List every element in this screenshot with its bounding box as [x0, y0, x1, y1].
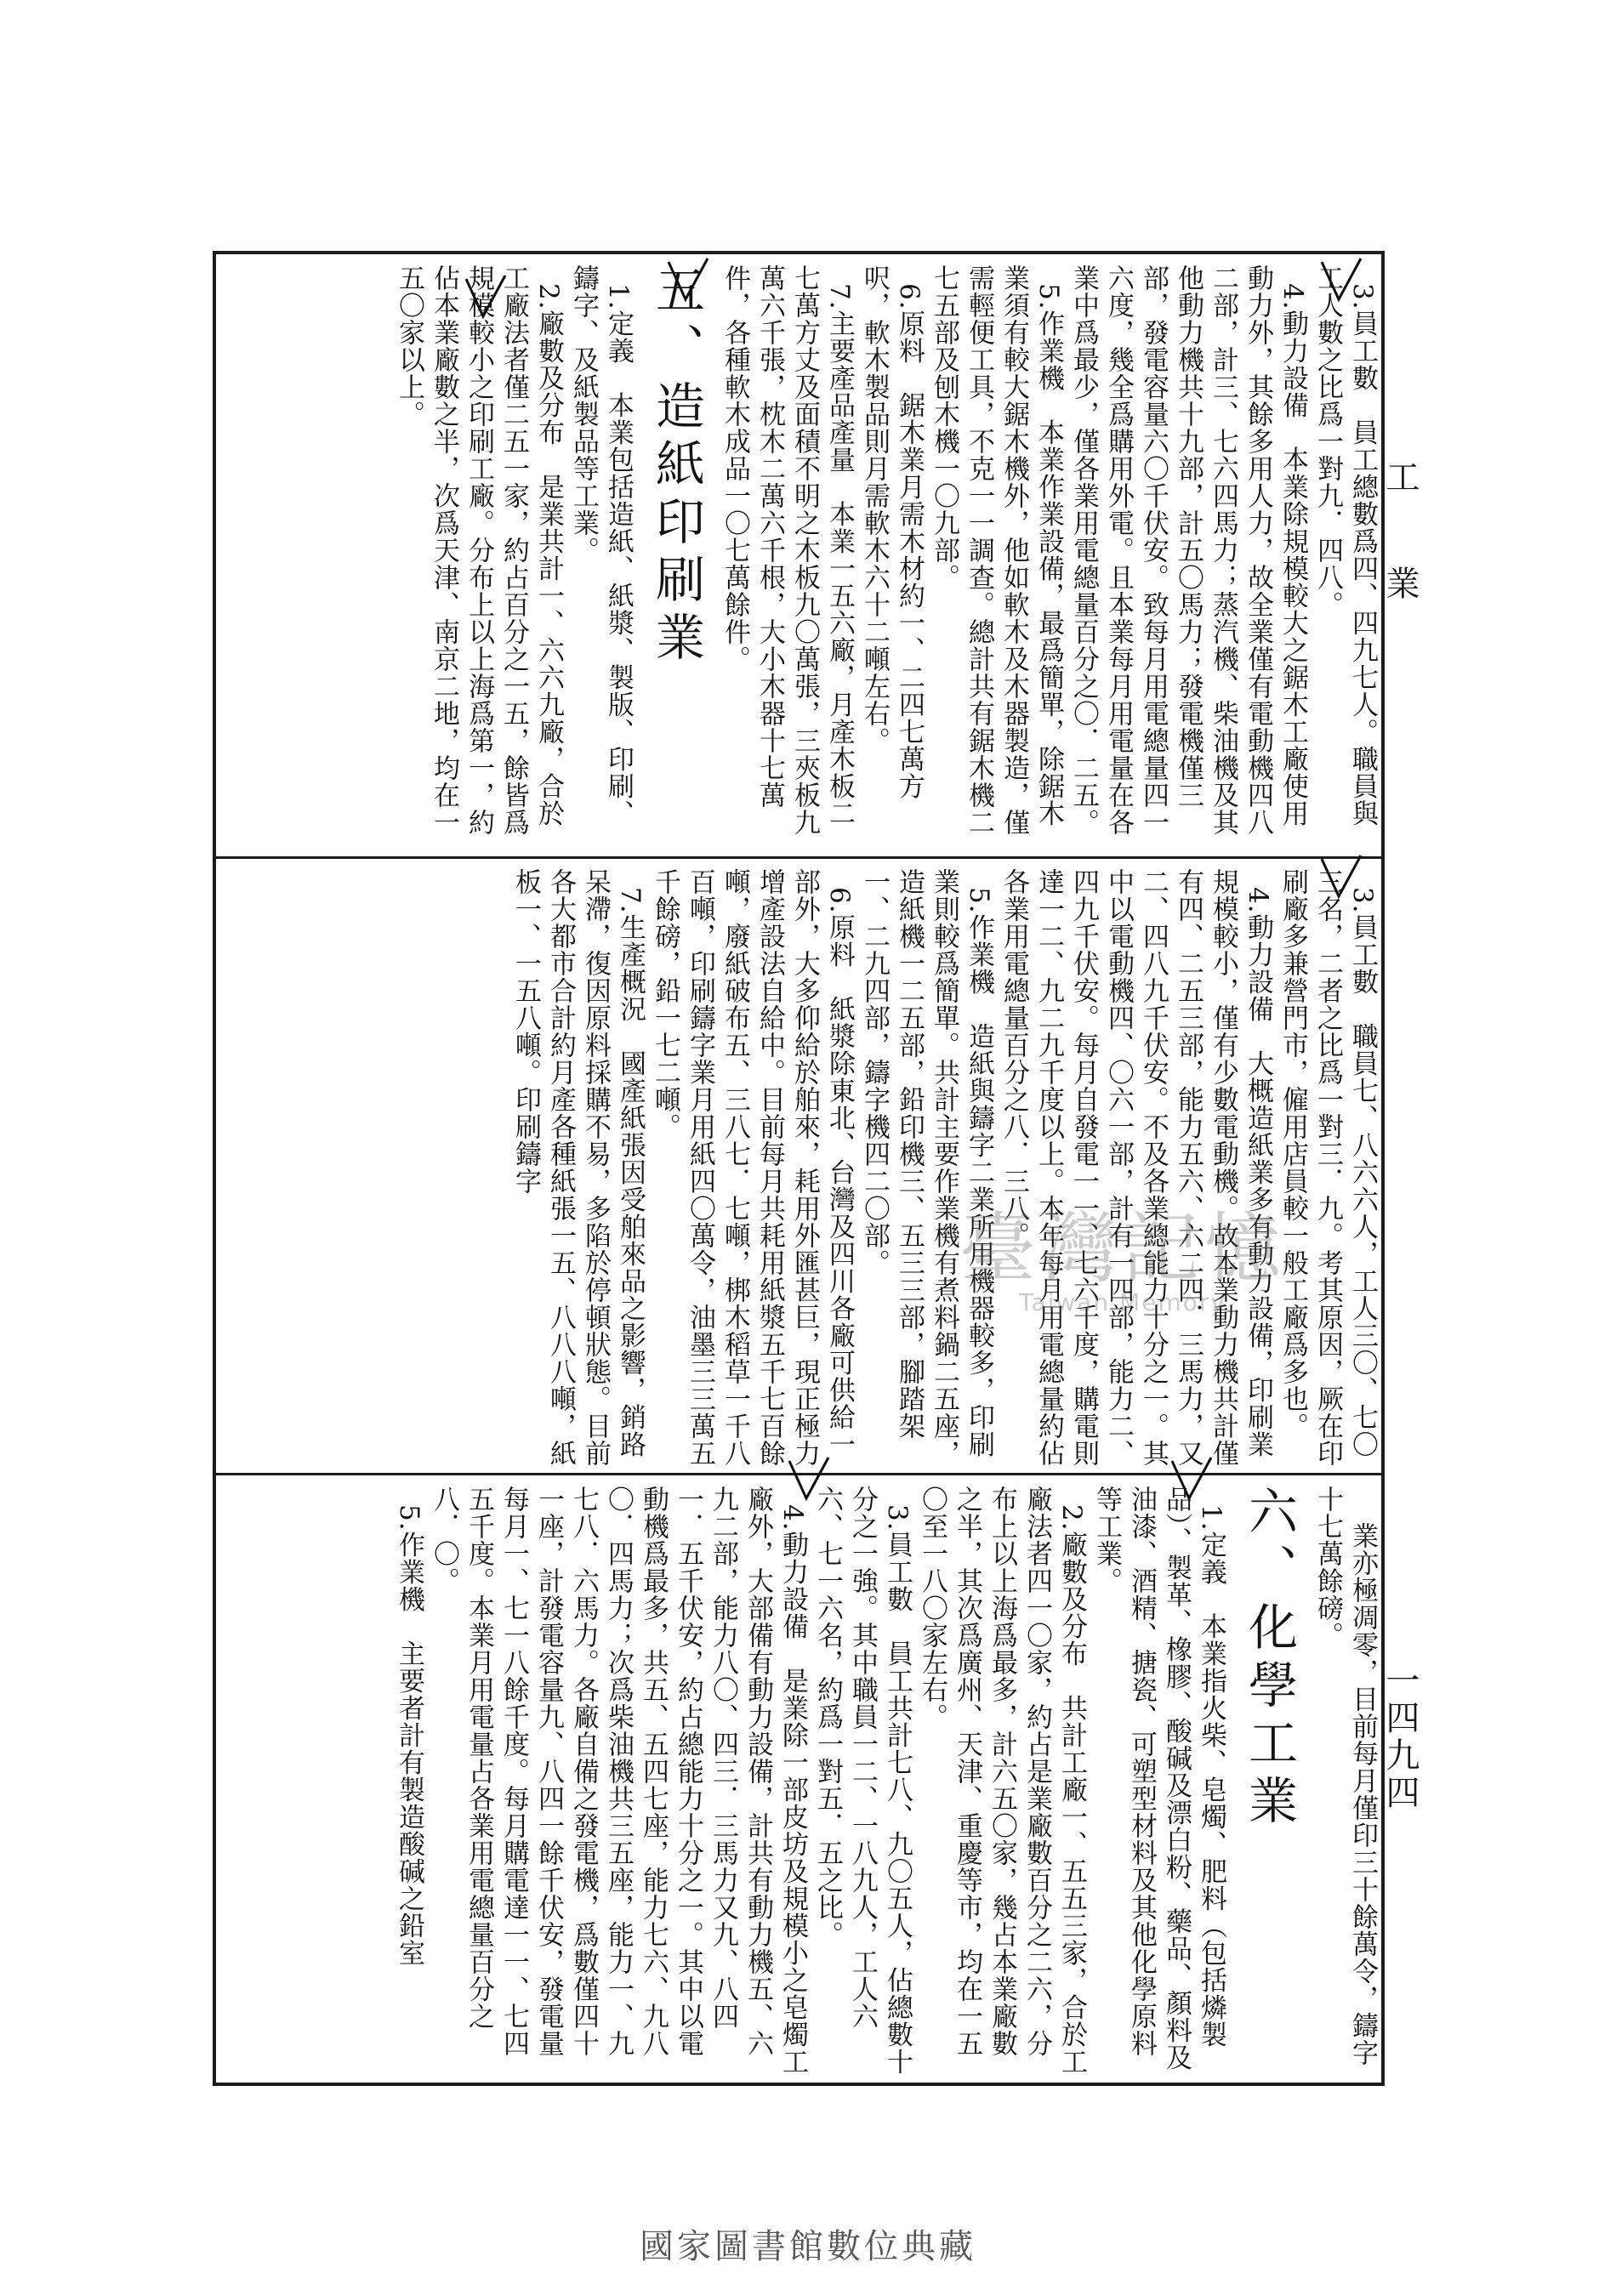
paragraph: 1.定義 本業指火柴、皂燭、肥料（包括燐製品）、製革、橡膠、酸碱及漂白粉、藥品、顏料及油漆、酒精、搪瓷、可塑型材料及其他化學原料等工業。	[1091, 1486, 1226, 2072]
paragraph: 4.動力設備 是業除一部皮坊及規模小之皂燭工廠外，大部備有動力設備，計共有動力機五、六九二部，能力八〇、四三．三馬力又九、八四一．五千伏安，約占總能力十分之一。其中以電動機爲最多，共五、五四七座，能力七六、九八〇．四馬力；次爲柴油機共三五座，能力一、九七八．六馬力。各廠自備之發電機，爲數僅四十一座，計發電容量九、八四一餘千伏安，發電量每月一、七一八餘千度。每月購電達一一、七四五千度。本業月用電量占各業用電總量百分之八．〇。	[429, 1486, 808, 2076]
paragraph: 6.原料 鋸木業月需木材約一、二四七萬方呎，軟木製品則月需軟木六十二噸左右。	[859, 264, 925, 800]
check-mark-icon	[782, 1454, 834, 1505]
check-mark-icon	[1315, 255, 1366, 306]
bottom-text-band	[221, 1486, 1380, 2081]
section-heading: 五、造紙印刷業	[647, 264, 705, 669]
check-mark-icon	[662, 255, 713, 306]
paragraph: 2.廠數及分布 是業共計一、六六九廠，合於工廠法者僅二五一家，約占百分之一五，餘皆爲規模較小之印刷工廠。分布上以上海爲第一，約佔本業廠數之半，次爲天津、南京二地，均在一五〇家以上。	[394, 264, 564, 836]
paragraph: 6.原料 紙漿除東北、台灣及四川各廠可供給一部外，大多仰給於舶來，耗用外匯甚巨，現正極力增產設法自給中。目前每月共耗用紙漿五千七百餘噸，廢紙破布五、三八七．七噸，梆木稻草一千八百噸，印刷鑄字業月用紙四〇萬令，油墨三三萬五千餘磅，鉛一七二噸。	[650, 868, 855, 1467]
band-divider-1	[216, 856, 1381, 859]
footer-credit: 國家圖書館數位典藏	[640, 2227, 976, 2266]
watermark	[885, 1186, 1361, 1316]
paragraph: 4.動力設備 本業除規模較大之鋸木工廠使用動力外，其餘多用人力，故全業僅有電動機四八二部，計三、七六四馬力；蒸汽機、柴油機及其他動力機共十九部，計五〇馬力；發電機僅三部，發電容量六〇千伏安。致每月用電總量四一六度，幾全爲購用外電。且本業每月用電量在各業中爲最少，僅各業用電總量百分之〇．二五。	[1068, 264, 1308, 836]
text-frame	[213, 251, 1385, 2086]
running-title: 工 業	[1380, 459, 1420, 630]
paragraph: 業亦極凋零，目前每月僅印三十餘萬令，鑄字十七萬餘磅。	[1312, 1486, 1378, 2067]
paragraph: 5.作業機 主要者計有製造酸碱之鉛室	[394, 1503, 424, 1967]
paragraph: 3.員工數 員工共計七八、九〇五人，佔總數十分之一強。其中職員一二、一八九人，工人六六、七一六名，約爲一對五．五之比。	[812, 1486, 913, 2076]
page-number: 一四九四	[1380, 1662, 1420, 1812]
paragraph: 3.員工數 職員七、八六六人，工人三〇、七〇三名，二者之比爲一對三．九。考其原因，厥在印刷廠多兼營門市，僱用店員較一般工廠爲多也。	[1277, 868, 1378, 1467]
paragraph: 5.作業機 本業作業設備，最爲簡單，除鋸木業須有較大鋸木機外，他如軟木及木器製造，僅需輕便工具，不克一一調查。總計共有鋸木機二七五部及刨木機一〇九部。	[929, 264, 1064, 836]
check-mark-icon	[459, 272, 510, 323]
paragraph: 3.員工數 員工總數爲四、四九七人。職員與工人數之比爲一對九．四八。	[1312, 264, 1378, 827]
paragraph: 5.作業機 造紙與鑄字二業所用機器較多，印刷業則較爲簡單。共計主要作業機有煮料鍋二五座，造紙機一二五部，鉛印機三、五三三部，腳踏架一、二九四部，鑄字機四二〇部。	[859, 868, 994, 1467]
paragraph: 7.生產概況 國產紙張因受舶來品之影響，銷路呆滯，復因原料採購不易，多陷於停頓狀態。目前各大都市合計約月產各種紙張一五、八八八噸，紙板一、一五八噸。印刷鑄字	[510, 868, 646, 1467]
paragraph: 4.動力設備 大概造紙業多有動力設備，印刷業規模較小，僅有少數電動機。故本業動力機共計僅有四、二五三部，能力五六、六二四．三馬力，又二、四八九千伏安。不及各業總能力十分之一。其中以電動機四、〇六一部，計有一四部，能力二、四九千伏安。每月自發電一一、七六千度，購電則達一二、九二九千度以上。本年每月用電總量約佔各業用電總量百分之八．三八。	[999, 868, 1273, 1467]
paragraph: 1.定義 本業包括造紙、紙漿、製版、印刷、鑄字、及紙製品等工業。	[568, 264, 634, 827]
watermark-cn: 臺灣記憶	[959, 1204, 1286, 1293]
middle-text-band	[221, 868, 1380, 1468]
paragraph: 2.廠數及分布 共計工廠一、五五三家，合於工廠法者四一〇家，約占是業廠數百分之二六，分布上以上海爲最多，計六五〇家，幾占本業廠數之半，其次爲廣州、天津、重慶等市，均在一五〇至一八〇家左右。	[917, 1486, 1087, 2076]
top-text-band	[221, 264, 1380, 851]
watermark-en: Taiwan Memory	[1019, 1288, 1226, 1316]
check-mark-icon	[1315, 852, 1366, 903]
paragraph: 7.主要產品產量 本業一五六廠，月產木板二七萬方丈及面積不明之木板九〇萬張，三夾板九萬六千張，枕木二萬六千根，大小木器十七萬件，各種軟木成品一〇七萬餘件。	[720, 264, 855, 836]
check-mark-icon	[1165, 1454, 1216, 1505]
section-heading: 六、化學工業	[1240, 1486, 1298, 1833]
